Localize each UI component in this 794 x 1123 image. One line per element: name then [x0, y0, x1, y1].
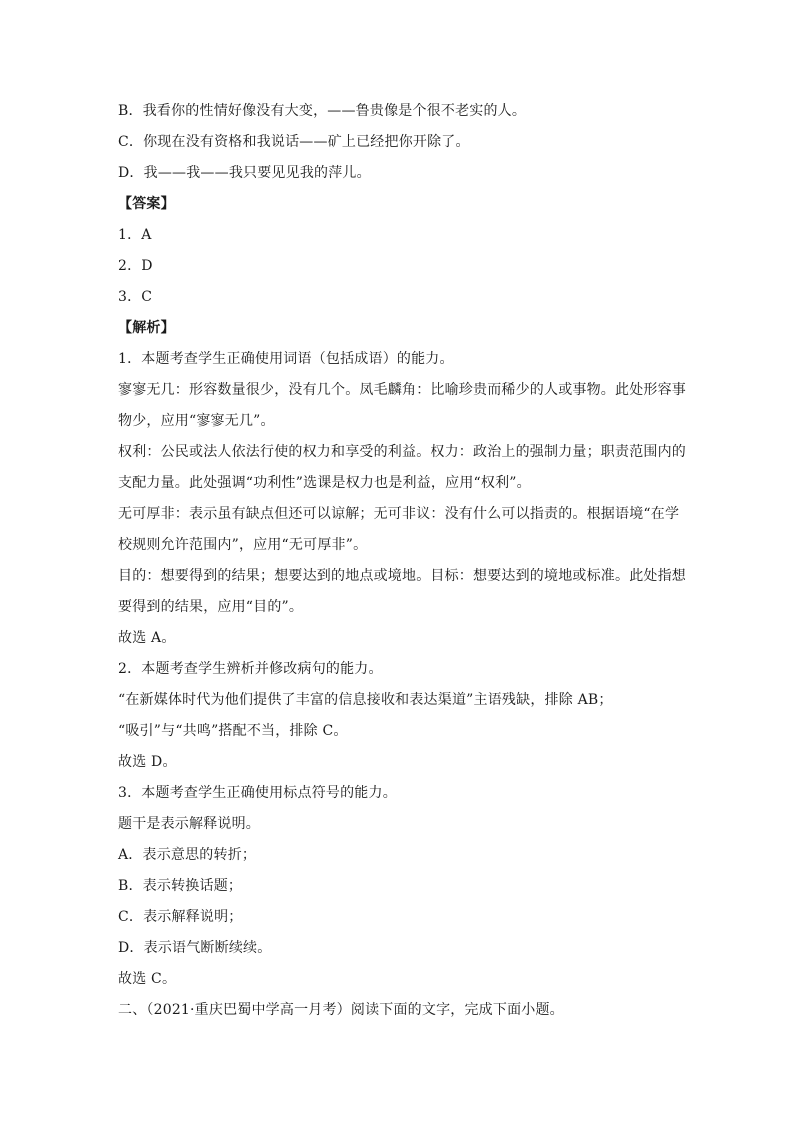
- text-line: “在新媒体时代为他们提供了丰富的信息接收和表达渠道”主语残缺，排除 AB；: [118, 692, 613, 708]
- text-line: 二、（2021·重庆巴蜀中学高一月考）阅读下面的文字，完成下面小题。: [118, 1002, 564, 1018]
- text-line: 故选 C。: [118, 971, 177, 987]
- text-line: 2．D: [118, 258, 153, 274]
- text-line: 无可厚非：表示虽有缺点但还可以谅解；无可非议：没有什么可以指责的。根据语境“在学: [118, 506, 680, 522]
- text-line: B．我看你的性情好像没有大变，——鲁贵像是个很不老实的人。: [118, 103, 527, 119]
- text-line: 要得到的结果，应用“目的”。: [118, 599, 304, 615]
- text-line: B．表示转换话题；: [118, 878, 243, 894]
- text-line: 寥寥无几：形容数量很少，没有几个。凤毛麟角：比喻珍贵而稀少的人或事物。此处形容事: [118, 382, 686, 398]
- text-line: “吸引”与“共鸣”搭配不当，排除 C。: [118, 723, 348, 739]
- text-line: 故选 A。: [118, 630, 176, 646]
- text-line: 1．A: [118, 227, 152, 243]
- text-line: 权利：公民或法人依法行使的权力和享受的利益。权力：政治上的强制力量；职责范围内的: [118, 444, 686, 460]
- text-line: 故选 D。: [118, 754, 177, 770]
- text-line: A．表示意思的转折；: [118, 847, 257, 863]
- text-line: C．表示解释说明；: [118, 909, 243, 925]
- text-line: 3．C: [118, 289, 153, 305]
- text-line: D．表示语气断断续续。: [118, 940, 272, 956]
- section-heading: 【解析】: [118, 320, 175, 336]
- text-line: 目的：想要得到的结果；想要达到的地点或境地。目标：想要达到的境地或标准。此处指想: [118, 568, 686, 584]
- text-line: 2．本题考查学生辨析并修改病句的能力。: [118, 661, 383, 677]
- text-line: 校规则允许范围内”，应用“无可厚非”。: [118, 537, 368, 553]
- text-line: 题干是表示解释说明。: [118, 816, 260, 832]
- document-body: [118, 96, 688, 1026]
- text-line: 3．本题考查学生正确使用标点符号的能力。: [118, 785, 397, 801]
- section-heading: 【答案】: [118, 196, 175, 212]
- text-line: 支配力量。此处强调“功利性”选课是权力也是利益，应用“权利”。: [118, 475, 531, 491]
- text-line: 1．本题考查学生正确使用词语（包括成语）的能力。: [118, 351, 454, 367]
- text-line: D．我——我——我只要见见我的萍儿。: [118, 165, 371, 181]
- text-line: 物少，应用“寥寥无几”。: [118, 413, 275, 429]
- text-line: C．你现在没有资格和我说话——矿上已经把你开除了。: [118, 134, 470, 150]
